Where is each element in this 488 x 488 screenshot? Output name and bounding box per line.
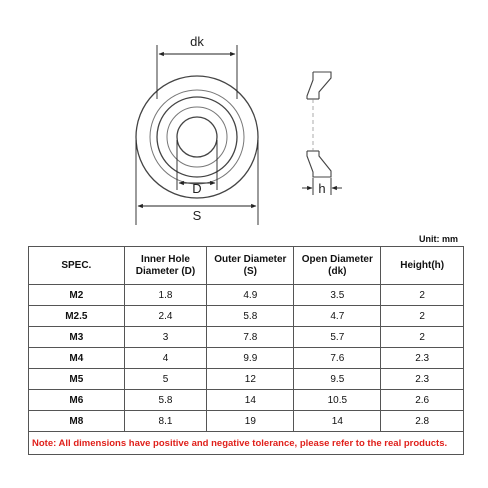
washer-front-view (136, 76, 258, 198)
cell-outer-diameter: 14 (207, 390, 294, 411)
cell-inner-hole: 2.4 (124, 306, 207, 327)
cell-open-diameter: 9.5 (294, 369, 381, 390)
table-row (29, 390, 464, 411)
unit-label: Unit: mm (419, 234, 458, 244)
cell-spec: M6 (29, 390, 125, 411)
table-row (29, 327, 464, 348)
cell-open-diameter: 14 (294, 411, 381, 432)
cell-outer-diameter: 7.8 (207, 327, 294, 348)
cell-open-diameter: 7.6 (294, 348, 381, 369)
dk-dimension (157, 45, 237, 99)
cell-spec: M4 (29, 348, 125, 369)
cell-outer-diameter: 9.9 (207, 348, 294, 369)
cell-outer-diameter: 5.8 (207, 306, 294, 327)
cell-height: 2 (381, 327, 464, 348)
cell-height: 2.3 (381, 369, 464, 390)
cell-open-diameter: 10.5 (294, 390, 381, 411)
cell-spec: M2.5 (29, 306, 125, 327)
d-label: D (192, 181, 202, 196)
table-row (29, 348, 464, 369)
s-label: S (192, 208, 202, 223)
h-label: h (318, 181, 326, 196)
cell-spec: M8 (29, 411, 125, 432)
washer-side-view (307, 72, 331, 177)
washer-diagram (0, 0, 488, 232)
cell-height: 2.3 (381, 348, 464, 369)
cell-open-diameter: 4.7 (294, 306, 381, 327)
cell-open-diameter: 5.7 (294, 327, 381, 348)
table-row (29, 369, 464, 390)
cell-spec: M2 (29, 285, 125, 306)
spec-table (28, 246, 464, 455)
cell-inner-hole: 5 (124, 369, 207, 390)
header-inner-hole: Inner Hole Diameter (D) (124, 247, 207, 285)
dk-label: dk (190, 34, 204, 49)
header-spec: SPEC. (29, 247, 125, 285)
header-height: Height(h) (381, 247, 464, 285)
cell-open-diameter: 3.5 (294, 285, 381, 306)
table-header-row (29, 247, 464, 285)
cell-inner-hole: 5.8 (124, 390, 207, 411)
cell-inner-hole: 3 (124, 327, 207, 348)
cell-height: 2.8 (381, 411, 464, 432)
table-row (29, 285, 464, 306)
cell-outer-diameter: 4.9 (207, 285, 294, 306)
note-row (29, 432, 464, 455)
cell-inner-hole: 8.1 (124, 411, 207, 432)
table-row (29, 411, 464, 432)
cell-outer-diameter: 19 (207, 411, 294, 432)
cell-height: 2 (381, 306, 464, 327)
table-row (29, 306, 464, 327)
cell-height: 2 (381, 285, 464, 306)
tolerance-note: Note: All dimensions have positive and negative tolerance, please refer to the real products. (29, 432, 464, 455)
cell-inner-hole: 1.8 (124, 285, 207, 306)
cell-inner-hole: 4 (124, 348, 207, 369)
cell-outer-diameter: 12 (207, 369, 294, 390)
cell-height: 2.6 (381, 390, 464, 411)
table-body (29, 285, 464, 432)
cell-spec: M5 (29, 369, 125, 390)
header-outer-diameter: Outer Diameter (S) (207, 247, 294, 285)
header-open-diameter: Open Diameter (dk) (294, 247, 381, 285)
cell-spec: M3 (29, 327, 125, 348)
